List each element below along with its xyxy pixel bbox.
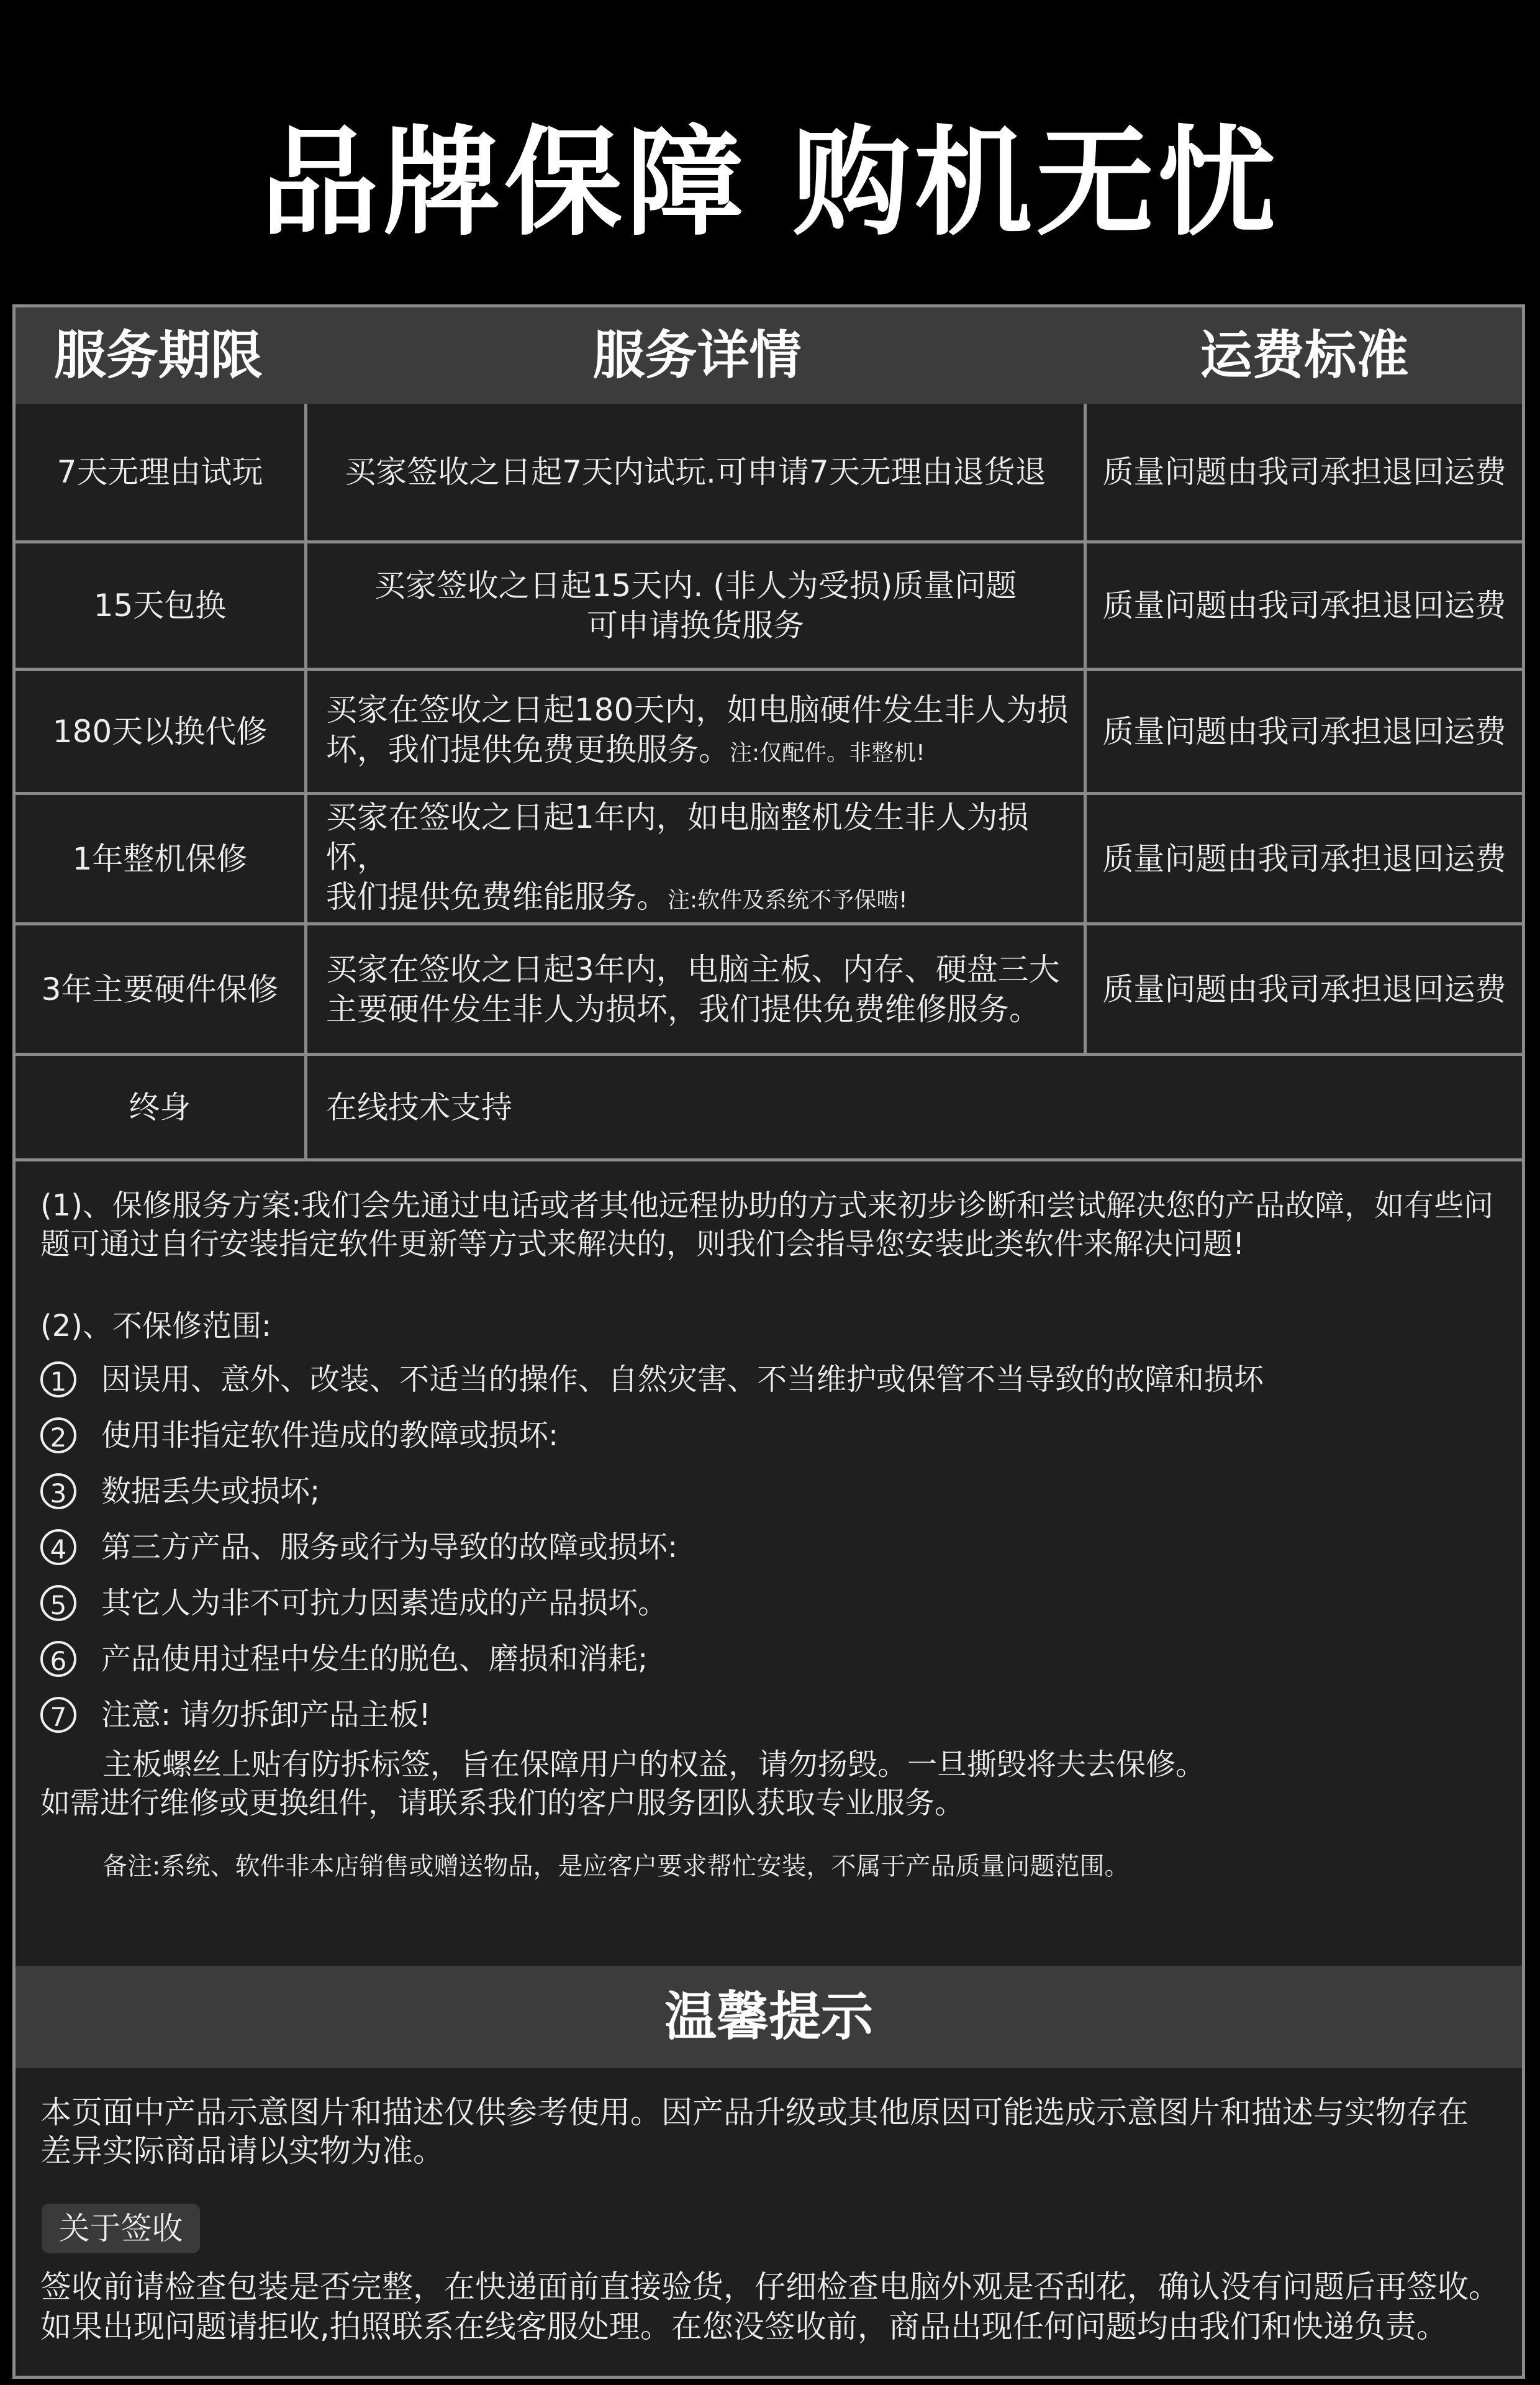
row-fee: 质量问题由我司承担退回运费 (1087, 543, 1522, 671)
number-circle-icon: 7 (40, 1697, 76, 1733)
row-detail (307, 1056, 1522, 1161)
list-item (40, 1631, 1500, 1687)
number-circle-icon: 1 (40, 1361, 76, 1397)
list-item (40, 1575, 1500, 1631)
list-item-text: 产品使用过程中发生的脱色、磨损和消耗; (101, 1642, 648, 1676)
detail-line: 买家在签收之日起3年内，电脑主板、内存、硬盘三大 (326, 951, 1060, 988)
header-fee: 运费标准 (1087, 307, 1522, 404)
sign-line: 如果出现问题请拒收,拍照联系在线客服处理。在您没签收前，商品出现任何问题均由我们和快递负责。 (40, 2309, 1447, 2345)
number-circle-icon: 2 (40, 1417, 76, 1453)
sign-line: 签收前请检查包装是否完整，在快递面前直接验货，仔细检查电脑外观是否刮花，确认没有问题后再签收。 (40, 2269, 1500, 2305)
list-item-text: 因误用、意外、改装、不适当的操作、自然灾害、不当维护或保管不当导致的故障和损坏 (101, 1362, 1264, 1397)
row-term: 180天以换代修 (16, 671, 307, 795)
list-item-text: 其它人为非不可抗力因素造成的产品损坏。 (101, 1586, 668, 1620)
list-item (40, 1352, 1500, 1407)
warranty-panel (12, 304, 1525, 2379)
list-item-text: 注意: 请勿拆卸产品主板! (101, 1697, 431, 1732)
list-item (40, 1687, 1500, 1743)
detail-line: 买家在签收之日起1年内，如电脑整机发生非人为损怀， (326, 799, 1029, 875)
exclusions-title: (2)、不保修范围: (40, 1309, 272, 1343)
number-circle-icon: 3 (40, 1473, 76, 1509)
row-fee: 质量问题由我司承担退回运费 (1087, 925, 1522, 1056)
detail-note: 注:仅配件。非整机! (730, 740, 925, 766)
row-fee: 质量问题由我司承担退回运费 (1087, 795, 1522, 925)
number-circle-icon: 6 (40, 1641, 76, 1677)
row-detail (307, 795, 1087, 925)
tips-line: 差异实际商品请以实物为准。 (40, 2133, 444, 2169)
detail-line: 坏，我们提供免费更换服务。 (326, 731, 730, 768)
row-detail (307, 404, 1087, 543)
service-contact-text: 如需进行维修或更换组件，请联系我们的客户服务团队获取专业服务。 (40, 1786, 965, 1820)
tips-line: 本页面中产品示意图片和描述仅供参考使用。因产品升级或其他原因可能选成示意图片和描述与实物存在 (40, 2094, 1469, 2130)
row-detail (307, 543, 1087, 671)
list-item-text: 第三方产品、服务或行为导致的故障或损坏: (101, 1530, 678, 1565)
list-item (40, 1407, 1500, 1463)
header-term: 服务期限 (16, 307, 307, 404)
row-term: 7天无理由试玩 (16, 404, 307, 543)
plan-text: (1)、保修服务方案:我们会先通过电话或者其他远程协助的方式来初步诊断和尝试解决您的产品故障，如有些问题可通过自行安装指定软件更新等方式来解决的，则我们会指导您安装此类软件来解决问题! (40, 1188, 1494, 1261)
list-item-text: 数据丢失或损坏; (101, 1474, 320, 1509)
number-circle-icon: 4 (40, 1529, 76, 1565)
remark-text: 备注:系统、软件非本店销售或赠送物品，是应客户要求帮忙安装，不属于产品质量问题范围。 (102, 1852, 1130, 1881)
row-term: 1年整机保修 (16, 795, 307, 925)
list-item (40, 1463, 1500, 1519)
detail-line: 买家在签收之日起180天内，如电脑硬件发生非人为损 (326, 691, 1069, 728)
row-term: 3年主要硬件保修 (16, 925, 307, 1056)
tips-text (40, 2093, 1500, 2170)
detail-line: 主要硬件发生非人为损坏，我们提供免费维修服务。 (326, 991, 1040, 1027)
header-detail: 服务详情 (307, 307, 1087, 404)
board-warning: 主板螺丝上贴有防拆标签，旨在保障用户的权益，请勿扬毁。一旦撕毁将夫去保修。 (102, 1747, 1206, 1782)
sign-badge: 关于签收 (42, 2204, 200, 2253)
detail-line: 买家签收之日起15天内. (非人为受损)质量问题 (374, 568, 1017, 604)
row-term: 15天包换 (16, 543, 307, 671)
warranty-notes (40, 1186, 1500, 1886)
page-title: 品牌保障 购机无忧 (260, 114, 1280, 252)
sign-text (40, 2267, 1518, 2346)
row-detail (307, 671, 1087, 795)
tips-title: 温馨提示 (16, 1966, 1522, 2068)
list-item (40, 1519, 1500, 1575)
row-term: 终身 (16, 1056, 307, 1161)
detail-line: 买家签收之日起7天内试玩.可申请7天无理由退货退 (345, 454, 1046, 490)
detail-line: 我们提供免费维能服务。 (326, 878, 668, 915)
row-detail (307, 925, 1087, 1056)
list-item-text: 使用非指定软件造成的教障或损坏: (101, 1418, 559, 1453)
row-fee: 质量问题由我司承担退回运费 (1087, 404, 1522, 543)
row-fee: 质量问题由我司承担退回运费 (1087, 671, 1522, 795)
detail-line: 在线技术支持 (326, 1089, 512, 1125)
detail-line: 可申请换货服务 (587, 607, 804, 643)
detail-note: 注:软件及系统不予保啮! (668, 887, 908, 913)
number-circle-icon: 5 (40, 1585, 76, 1621)
